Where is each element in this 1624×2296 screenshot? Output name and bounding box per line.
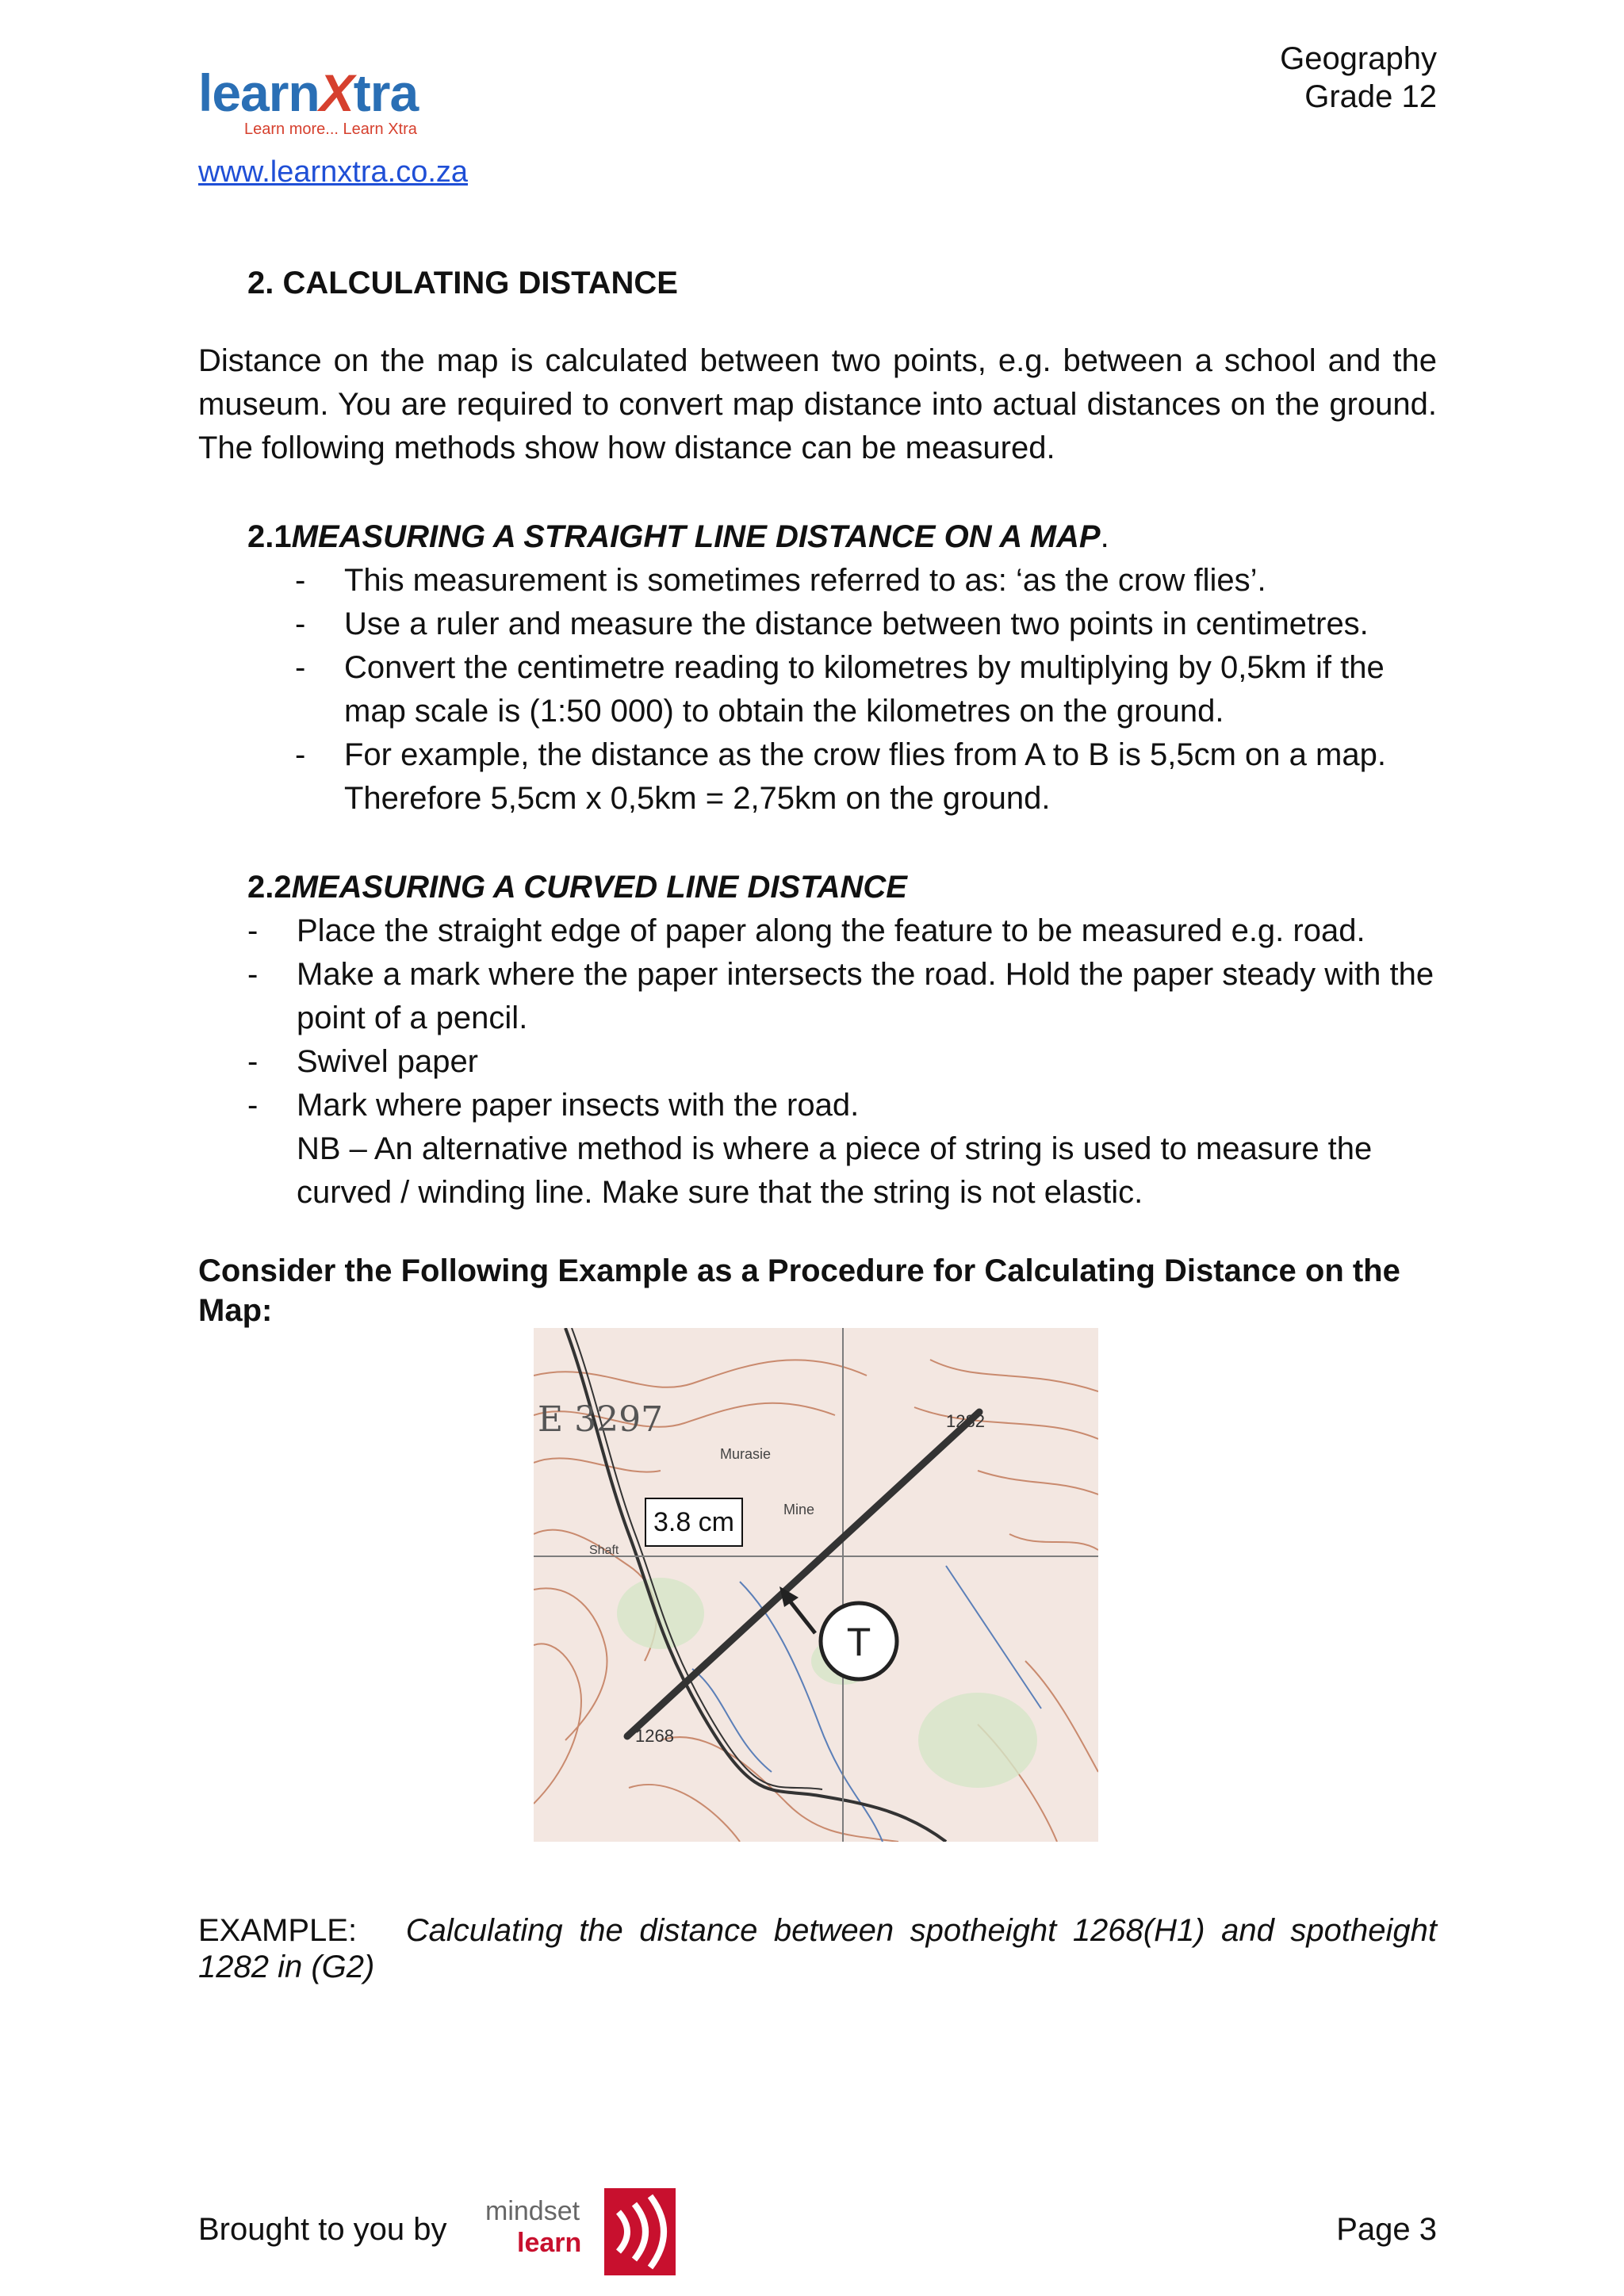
section-heading: 2. CALCULATING DISTANCE <box>247 266 678 300</box>
sub1-title: MEASURING A STRAIGHT LINE DISTANCE ON A MAP <box>291 519 1101 554</box>
list-item <box>247 909 1437 953</box>
section-intro: Distance on the map is calculated between two points, e.g. between a school and the museum. You are required to convert map distance into actual distances on the ground. The following methods show how distance can be measured. <box>198 343 1437 465</box>
learn-text: learn <box>517 2228 582 2258</box>
brought-to-you-by: Brought to you by <box>198 2212 447 2247</box>
t-marker-label: T <box>846 1620 871 1664</box>
subject-grade <box>1280 40 1437 116</box>
sub2-number: 2.2 <box>247 870 292 905</box>
list-item-text: Make a mark where the paper intersects the road. Hold the paper steady with the point of a pencil. <box>297 957 1434 1035</box>
list-item <box>295 603 1437 646</box>
list-item-text: Swivel paper <box>297 1044 479 1079</box>
place-shaft: Shaft <box>589 1544 619 1557</box>
logo-brand-x: X <box>319 63 354 122</box>
list-item-text: Place the straight edge of paper along the feature to be measured e.g. road. <box>297 913 1365 948</box>
list-item-text: Mark where paper insects with the road. <box>297 1088 860 1123</box>
website-link[interactable]: www.learnxtra.co.za <box>198 155 469 189</box>
dash-bullet: - <box>295 607 306 641</box>
mindset-text: mindset <box>485 2196 580 2226</box>
dash-bullet: - <box>247 1044 259 1079</box>
place-mine: Mine <box>783 1502 815 1517</box>
dash-bullet: - <box>295 650 306 685</box>
dash-bullet: - <box>247 1088 259 1123</box>
list-item-text: This measurement is sometimes referred to as: ‘as the crow flies’. <box>344 563 1266 598</box>
mindset-mark-icon <box>604 2188 676 2275</box>
sub2-note <box>247 1127 1437 1215</box>
sub2-title: MEASURING A CURVED LINE DISTANCE <box>291 870 907 905</box>
page-number: Page 3 <box>1336 2212 1437 2247</box>
logo-brand-end: tra <box>353 63 419 122</box>
sub1-heading <box>247 515 1437 559</box>
grade-label: Grade 12 <box>1304 79 1437 114</box>
example-label: EXAMPLE: <box>198 1913 358 1948</box>
subject-label: Geography <box>1280 41 1437 76</box>
sub2-heading <box>247 866 1437 909</box>
logo-brand-start: learn <box>198 63 320 122</box>
list-item <box>295 559 1437 603</box>
map-illustration <box>534 1328 1098 1842</box>
measurement-label: 3.8 cm <box>645 1498 743 1547</box>
example-paragraph <box>198 1912 1437 1985</box>
example-text: Calculating the distance between spotheight 1268(H1) and spotheight 1282 in (G2) <box>198 1913 1438 1984</box>
dash-bullet: - <box>247 957 259 992</box>
sub1-number: 2.1 <box>247 519 292 554</box>
place-murasie: Murasie <box>720 1446 772 1462</box>
sub1-list <box>295 559 1437 821</box>
list-item-text: For example, the distance as the crow flies from A to B is 5,5cm on a map. Therefore 5,5cm x 0,5km = 2,75km on the ground. <box>344 737 1386 816</box>
logo-tagline: Learn more... Learn Xtra <box>244 121 417 138</box>
topographic-map-figure <box>534 1328 1098 1842</box>
mindset-learn-logo <box>485 2188 676 2275</box>
list-item <box>295 646 1437 733</box>
list-item <box>247 1040 1437 1084</box>
spot-height-bottom: 1268 <box>635 1726 674 1746</box>
list-item <box>247 1084 1437 1127</box>
example-heading: Consider the Following Example as a Procedure for Calculating Distance on the Map: <box>198 1253 1400 1328</box>
sub1-title-end: . <box>1100 519 1109 554</box>
list-item <box>295 733 1437 821</box>
list-item-text: Use a ruler and measure the distance between two points in centimetres. <box>344 607 1369 641</box>
dash-bullet: - <box>247 913 259 948</box>
sub2-list <box>247 909 1437 1215</box>
note-text: NB – An alternative method is where a piece of string is used to measure the curved / winding line. Make sure that the string is not elastic. <box>297 1131 1373 1210</box>
dash-bullet: - <box>295 737 306 772</box>
grid-reference-label: E 3297 <box>538 1399 664 1440</box>
dash-bullet: - <box>295 563 306 598</box>
list-item <box>247 953 1437 1040</box>
spot-height-top: 1282 <box>946 1411 985 1431</box>
list-item-text: Convert the centimetre reading to kilometres by multiplying by 0,5km if the map scale is (1:50 000) to obtain the kilometres on the ground. <box>344 650 1385 729</box>
learnxtra-logo <box>198 65 468 144</box>
